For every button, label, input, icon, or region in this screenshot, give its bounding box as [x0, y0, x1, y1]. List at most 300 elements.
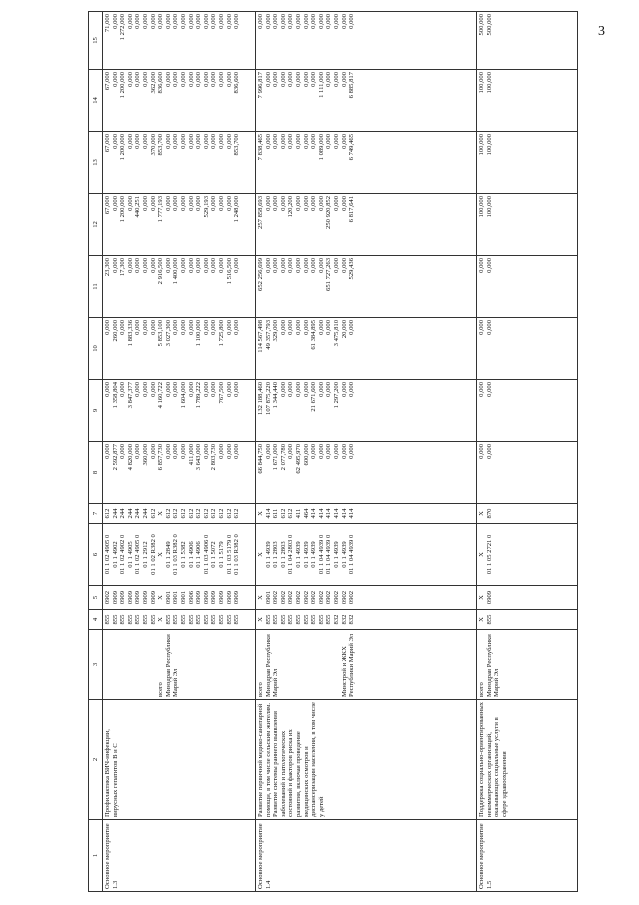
- cell-value: 855: [126, 614, 134, 625]
- cell-value: 3 027,300: [164, 320, 172, 347]
- cell-value: [127, 632, 135, 697]
- column-8-cell: [477, 442, 578, 504]
- cell-value: 0,000: [340, 196, 348, 211]
- cell-value: 0,000: [187, 196, 195, 211]
- cell-value: 01 1 5382: [179, 541, 187, 568]
- column-10-cell: [477, 318, 578, 380]
- cell-value: 0,000: [302, 320, 310, 335]
- column-15-cell: [256, 12, 477, 70]
- cell-value: 250 920,852: [325, 196, 333, 229]
- cell-value: 0,000: [134, 382, 142, 397]
- cell-value: 0,000: [317, 320, 325, 335]
- measure-name-cell: Основное мероприятие 1.3: [103, 820, 256, 892]
- cell-value: 6 817,641: [348, 196, 356, 223]
- column-5-cell: [256, 586, 477, 610]
- cell-value: 0,000: [340, 382, 348, 397]
- cell-value: 0909: [202, 590, 210, 605]
- cell-value: 0,000: [225, 444, 233, 459]
- column-14-cell: [477, 70, 578, 132]
- cell-value: 0,000: [217, 196, 225, 211]
- cell-value: 855: [294, 614, 302, 625]
- cell-value: 612: [202, 508, 210, 519]
- cell-value: 01 1 2803: [272, 541, 280, 568]
- column-3-cell: [103, 630, 256, 700]
- cell-value: 01 1 03 5179 0: [225, 534, 233, 575]
- cell-value: 0,000: [217, 72, 225, 87]
- cell-value: [180, 632, 188, 697]
- cell-value: 0,000: [172, 444, 180, 459]
- cell-value: 855: [287, 614, 295, 625]
- cell-value: 100,000: [478, 134, 485, 156]
- cell-value: 0,000: [126, 258, 134, 273]
- cell-value: 0,000: [294, 382, 302, 397]
- cell-value: 0,000: [141, 382, 149, 397]
- column-13-cell: [477, 132, 578, 194]
- cell-value: 855: [233, 614, 241, 625]
- cell-value: 0,000: [149, 320, 157, 335]
- cell-value: 855: [202, 614, 210, 625]
- cell-value: 0,000: [217, 134, 225, 149]
- cell-value: 01 1 02 4905 0: [134, 534, 142, 575]
- cell-value: 414: [340, 508, 348, 519]
- cell-value: 0901: [172, 590, 180, 605]
- cell-value: 362,000: [149, 72, 157, 94]
- cell-value: 612: [172, 508, 180, 519]
- cell-value: 2 916,500: [157, 258, 165, 285]
- cell-value: 49 357,793: [264, 320, 272, 350]
- cell-value: 0,000: [310, 444, 318, 459]
- cell-value: 414: [348, 508, 356, 519]
- cell-value: 0,000: [294, 72, 302, 87]
- cell-value: 1 200,000: [119, 72, 127, 99]
- cell-value: 0,000: [287, 444, 295, 459]
- cell-value: 855: [164, 614, 172, 625]
- cell-value: 0909: [225, 590, 233, 605]
- cell-value: 0,000: [164, 382, 172, 397]
- cell-value: 0,000: [134, 72, 142, 87]
- cell-value: [318, 632, 326, 697]
- cell-value: 01 1 4939: [264, 541, 272, 568]
- cell-value: 0902: [287, 590, 295, 605]
- cell-value: 0,000: [210, 382, 218, 397]
- cell-value: 0902: [104, 590, 111, 605]
- cell-value: 855: [111, 614, 119, 625]
- cell-value: 3 475,810: [332, 320, 340, 347]
- column-6-cell: [256, 524, 477, 586]
- cell-value: 612: [164, 508, 172, 519]
- cell-value: 0902: [279, 590, 287, 605]
- cell-value: 529,193: [202, 196, 210, 218]
- cell-value: 0909: [217, 590, 225, 605]
- cell-value: 0,000: [233, 258, 241, 273]
- cell-value: 0,000: [187, 258, 195, 273]
- cell-value: 0,000: [317, 382, 325, 397]
- cell-value: 853,700: [157, 134, 165, 156]
- cell-value: 500,000: [485, 14, 493, 36]
- cell-value: 440,251: [134, 196, 142, 218]
- cell-value: [310, 632, 318, 697]
- cell-value: 767,500: [217, 382, 225, 404]
- cell-value: 20,000: [340, 320, 348, 339]
- cell-value: 360,000: [141, 444, 149, 466]
- cell-value: 0,000: [210, 320, 218, 335]
- cell-value: 612: [179, 508, 187, 519]
- cell-value: 0909: [126, 590, 134, 605]
- cell-value: 0,000: [485, 444, 493, 459]
- column-3-cell: [477, 630, 578, 700]
- column-14-cell: [103, 70, 256, 132]
- measure-name-cell: Основное мероприятие 1.5: [477, 820, 578, 892]
- cell-value: X: [478, 617, 485, 622]
- cell-value: [356, 632, 364, 697]
- cell-value: 612: [104, 508, 111, 519]
- cell-value: 0,000: [340, 444, 348, 459]
- column-8-cell: [103, 442, 256, 504]
- cell-value: 0,000: [149, 196, 157, 211]
- cell-value: 0,000: [264, 134, 272, 149]
- cell-value: 01 1 05 2721 0: [485, 534, 493, 575]
- cell-value: 0,000: [279, 258, 287, 273]
- cell-value: 0,000: [272, 258, 280, 273]
- cell-value: 0,000: [302, 14, 310, 29]
- cell-value: 0,000: [217, 14, 225, 29]
- cell-value: 0,000: [332, 14, 340, 29]
- cell-value: 67,000: [104, 196, 111, 215]
- cell-value: 0,000: [233, 320, 241, 335]
- cell-value: 1 100,000: [195, 320, 203, 347]
- cell-value: 0,000: [202, 14, 210, 29]
- cell-value: 0909: [111, 590, 119, 605]
- column-6-cell: [103, 524, 256, 586]
- cell-value: 1 089,000: [317, 134, 325, 161]
- cell-value: 01 1 04 4939 0: [348, 534, 356, 575]
- cell-value: 414: [325, 508, 333, 519]
- column-header-1: 1: [89, 820, 103, 892]
- cell-value: 0,000: [340, 14, 348, 29]
- cell-value: 0,000: [134, 444, 142, 459]
- cell-value: 0,000: [141, 134, 149, 149]
- cell-value: 612: [187, 508, 195, 519]
- cell-value: 0,000: [134, 134, 142, 149]
- table-row: [477, 12, 578, 892]
- column-11-cell: [256, 256, 477, 318]
- cell-value: 0,000: [104, 320, 111, 335]
- cell-value: 0,000: [264, 14, 272, 29]
- cell-value: 0906: [187, 590, 195, 605]
- cell-value: 0,000: [287, 320, 295, 335]
- cell-value: 0,000: [195, 258, 203, 273]
- cell-value: 244: [119, 508, 127, 519]
- cell-value: [295, 632, 303, 697]
- cell-value: 0,000: [294, 258, 302, 273]
- cell-value: 0,000: [279, 14, 287, 29]
- cell-value: 0,000: [126, 72, 134, 87]
- cell-value: 0,000: [202, 72, 210, 87]
- cell-value: Минздрав Республики Марий Эл: [264, 634, 280, 697]
- cell-value: 01 1 4906: [195, 541, 203, 568]
- cell-value: 414: [317, 508, 325, 519]
- cell-value: 0,000: [348, 14, 356, 29]
- column-header-12: 12: [89, 194, 103, 256]
- cell-value: 0,000: [233, 14, 241, 29]
- cell-value: 0,000: [332, 134, 340, 149]
- cell-value: 0,000: [302, 258, 310, 273]
- column-11-cell: [103, 256, 256, 318]
- cell-value: 0,000: [187, 382, 195, 397]
- cell-value: 0,000: [302, 72, 310, 87]
- cell-value: 855: [217, 614, 225, 625]
- cell-value: 0,000: [164, 258, 172, 273]
- cell-value: 0,000: [141, 320, 149, 335]
- cell-value: 855: [119, 614, 127, 625]
- cell-value: 01 1 02 R382 0: [149, 534, 157, 575]
- column-header-14: 14: [89, 70, 103, 132]
- cell-value: 01 1 4939: [332, 541, 340, 568]
- cell-value: 0,000: [325, 134, 333, 149]
- cell-value: [203, 632, 211, 697]
- cell-value: 0,000: [179, 196, 187, 211]
- cell-value: 329,000: [272, 320, 280, 342]
- cell-value: [280, 632, 288, 697]
- cell-value: Минздрав Республики Марий Эл: [485, 634, 501, 697]
- cell-value: 01 1 03 R382 0: [172, 534, 180, 575]
- cell-value: [333, 632, 341, 697]
- cell-value: 0,000: [202, 258, 210, 273]
- cell-value: 0,000: [257, 14, 264, 29]
- column-header-6: 6: [89, 524, 103, 586]
- cell-value: 0,000: [325, 444, 333, 459]
- cell-value: 0,000: [210, 72, 218, 87]
- cell-value: 0902: [325, 590, 333, 605]
- cell-value: 0,000: [310, 14, 318, 29]
- rotated-budget-table-sheet: [88, 14, 639, 892]
- cell-value: 0,000: [157, 14, 165, 29]
- column-header-15: 15: [89, 12, 103, 70]
- column-7-cell: [103, 504, 256, 524]
- cell-value: 2 592,877: [111, 444, 119, 471]
- cell-value: 01 1 03 R382 0: [233, 534, 241, 575]
- cell-value: 0902: [272, 590, 280, 605]
- cell-value: [233, 632, 241, 697]
- cell-value: 4 160,722: [157, 382, 165, 409]
- cell-value: 257 858,693: [257, 196, 264, 229]
- cell-value: 2 803,730: [210, 444, 218, 471]
- cell-value: всего: [478, 682, 485, 697]
- cell-value: 0,000: [340, 258, 348, 273]
- cell-value: 0,000: [279, 320, 287, 335]
- cell-value: 1 516,500: [225, 258, 233, 285]
- cell-value: 0,000: [187, 14, 195, 29]
- column-9-cell: [103, 380, 256, 442]
- cell-value: 0,000: [111, 134, 119, 149]
- cell-value: 0,000: [202, 382, 210, 397]
- cell-value: 0909: [210, 590, 218, 605]
- cell-value: 0,000: [225, 382, 233, 397]
- cell-value: 0,000: [294, 14, 302, 29]
- cell-value: X: [157, 511, 165, 516]
- cell-value: 260,000: [111, 320, 119, 342]
- cell-value: 01 1 2849: [164, 541, 172, 568]
- cell-value: 1 111,000: [317, 72, 325, 98]
- table-row: [256, 12, 477, 892]
- cell-value: 0,000: [310, 72, 318, 87]
- cell-value: 855: [134, 614, 142, 625]
- measure-description-cell: Профилактика ВИЧ-инфекции, вирусных гепатитов В и С: [103, 700, 256, 820]
- cell-value: [241, 632, 249, 697]
- cell-value: [104, 632, 112, 697]
- column-11-cell: [477, 256, 578, 318]
- measure-description-cell: Поддержка социально-ориентированных некоммерческих организаций, оказывающих социальные услуги в сфере здравоохранения: [477, 700, 578, 820]
- column-6-cell: [477, 524, 578, 586]
- cell-value: 0,000: [187, 134, 195, 149]
- cell-value: 0,000: [149, 444, 157, 459]
- cell-value: 1 777,193: [157, 196, 165, 223]
- cell-value: 0901: [164, 590, 172, 605]
- column-14-cell: [256, 70, 477, 132]
- cell-value: 0,000: [210, 196, 218, 211]
- cell-value: 100,000: [478, 72, 485, 94]
- cell-value: 62 495,970: [294, 444, 302, 474]
- cell-value: X: [157, 617, 165, 622]
- cell-value: 01 1 2803: [279, 541, 287, 568]
- cell-value: [226, 632, 234, 697]
- cell-value: 0,000: [317, 14, 325, 29]
- cell-value: 0,000: [179, 258, 187, 273]
- cell-value: 0,000: [332, 196, 340, 211]
- cell-value: 0,000: [225, 196, 233, 211]
- cell-value: 0,000: [202, 320, 210, 335]
- cell-value: 67,000: [104, 134, 111, 153]
- cell-value: 612: [149, 508, 157, 519]
- cell-value: 0,000: [325, 72, 333, 87]
- cell-value: 0,000: [111, 258, 119, 273]
- cell-value: 0,000: [294, 134, 302, 149]
- cell-value: [325, 632, 333, 697]
- column-header-5: 5: [89, 586, 103, 610]
- cell-value: 0,000: [332, 444, 340, 459]
- cell-value: 1 400,000: [172, 258, 180, 285]
- cell-value: 0,000: [264, 258, 272, 273]
- cell-value: 0,000: [164, 134, 172, 149]
- cell-value: 0902: [340, 590, 348, 605]
- cell-value: 0,000: [119, 320, 127, 335]
- cell-value: 0,000: [272, 14, 280, 29]
- cell-value: 0,000: [217, 444, 225, 459]
- cell-value: [119, 632, 127, 697]
- cell-value: 100,000: [485, 196, 493, 218]
- cell-value: 855: [172, 614, 180, 625]
- cell-value: 500,000: [478, 14, 485, 36]
- cell-value: 0,000: [164, 444, 172, 459]
- cell-value: 855: [187, 614, 195, 625]
- column-9-cell: [477, 380, 578, 442]
- cell-value: 0909: [134, 590, 142, 605]
- cell-value: всего: [257, 682, 264, 697]
- cell-value: 600,000: [302, 444, 310, 466]
- cell-value: 0,000: [134, 14, 142, 29]
- cell-value: 01 1 4939: [302, 541, 310, 568]
- cell-value: 1 200,000: [119, 196, 127, 223]
- header-row: [89, 12, 103, 892]
- cell-value: 855: [225, 614, 233, 625]
- cell-value: 0,000: [272, 134, 280, 149]
- cell-value: 0,000: [287, 72, 295, 87]
- budget-table: [88, 11, 578, 892]
- cell-value: 21 671,600: [310, 382, 318, 412]
- cell-value: 1 297,200: [332, 382, 340, 409]
- cell-value: 01 1 4902: [111, 541, 119, 568]
- cell-value: 414: [332, 508, 340, 519]
- cell-value: 0,000: [325, 382, 333, 397]
- cell-value: 855: [264, 614, 272, 625]
- cell-value: 0,000: [119, 444, 127, 459]
- cell-value: 0,000: [225, 134, 233, 149]
- cell-value: 61 384,895: [310, 320, 318, 350]
- cell-value: 0,000: [478, 444, 485, 459]
- cell-value: 0,000: [348, 320, 356, 335]
- cell-value: 1 272,000: [119, 14, 127, 41]
- cell-value: X: [157, 552, 165, 557]
- cell-value: 0,000: [126, 134, 134, 149]
- cell-value: 855: [210, 614, 218, 625]
- cell-value: 114 567,498: [257, 320, 264, 353]
- cell-value: 100,000: [478, 196, 485, 218]
- cell-value: X: [257, 511, 264, 516]
- cell-value: X: [478, 511, 485, 516]
- cell-value: 855: [485, 614, 493, 625]
- cell-value: 855: [302, 614, 310, 625]
- column-10-cell: [103, 318, 256, 380]
- column-7-cell: [256, 504, 477, 524]
- cell-value: 0,000: [172, 14, 180, 29]
- cell-value: 855: [141, 614, 149, 625]
- cell-value: 0,000: [287, 258, 295, 273]
- cell-value: 0,000: [217, 258, 225, 273]
- cell-value: 0,000: [264, 444, 272, 459]
- cell-value: 870: [485, 508, 493, 519]
- cell-value: 0,000: [233, 444, 241, 459]
- cell-value: 01 1 04 4939 0: [325, 534, 333, 575]
- cell-value: 0902: [294, 590, 302, 605]
- cell-value: 0901: [264, 590, 272, 605]
- column-header-10: 10: [89, 318, 103, 380]
- cell-value: 0,000: [310, 134, 318, 149]
- cell-value: 0,000: [104, 444, 111, 459]
- cell-value: 855: [317, 614, 325, 625]
- cell-value: 0,000: [179, 320, 187, 335]
- cell-value: 0,000: [172, 134, 180, 149]
- column-header-2: 2: [89, 700, 103, 820]
- cell-value: 853,700: [233, 134, 241, 156]
- page-number: 3: [598, 24, 605, 39]
- cell-value: 0,000: [317, 258, 325, 273]
- cell-value: 0,000: [149, 382, 157, 397]
- cell-value: X: [257, 617, 264, 622]
- cell-value: 0,000: [141, 258, 149, 273]
- cell-value: 0,000: [233, 382, 241, 397]
- cell-value: 01 1 4939: [294, 541, 302, 568]
- cell-value: 0902: [317, 590, 325, 605]
- cell-value: 0,000: [272, 72, 280, 87]
- cell-value: 0,000: [164, 72, 172, 87]
- cell-value: 855: [104, 614, 111, 625]
- cell-value: 0,000: [202, 134, 210, 149]
- cell-value: 0,000: [310, 196, 318, 211]
- cell-value: 0,000: [478, 258, 485, 273]
- column-13-cell: [103, 132, 256, 194]
- cell-value: 2 077,780: [279, 444, 287, 471]
- cell-value: 17,300: [119, 258, 127, 277]
